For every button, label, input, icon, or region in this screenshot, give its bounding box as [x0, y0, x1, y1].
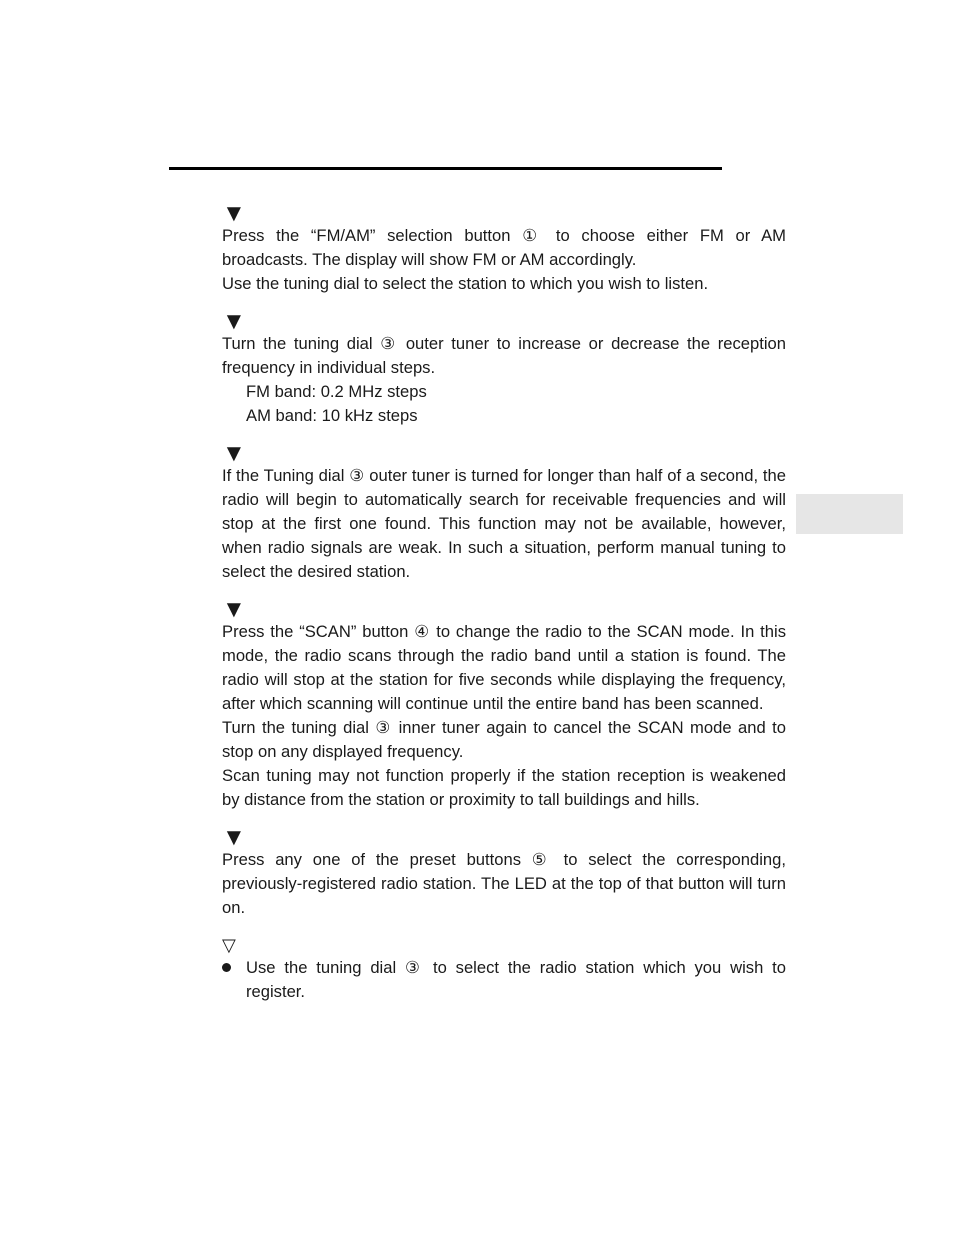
page-content — [222, 200, 786, 1016]
paragraph: If the Tuning dial ③ outer tuner is turned for longer than half of a second, the radio will begin to automatically search for receivable frequencies and will stop at the first one found. This function may not be available, however, when radio signals are weak. In such a situation, perform manual tuning to select the desired station. — [222, 466, 786, 581]
hollow-triangle-marker-icon: ▽ — [222, 935, 236, 955]
section-fm-am-selection — [222, 200, 786, 296]
section-preset-selection — [222, 824, 786, 920]
filled-triangle-marker-icon: ▼ — [222, 200, 246, 227]
paragraph: Press the “FM/AM” selection button ① to choose either FM or AM broadcasts. The display will show FM or AM accordingly. — [222, 226, 786, 269]
section-manual-tuning — [222, 308, 786, 428]
bullet-dot-icon — [222, 963, 231, 972]
paragraph: Press any one of the preset buttons ⑤ to select the corresponding, previously-registered radio station. The LED at the top of that button will turn on. — [222, 850, 786, 917]
paragraph: Turn the tuning dial ③ inner tuner again to cancel the SCAN mode and to stop on any displayed frequency. — [222, 718, 786, 761]
section-scan-tuning — [222, 596, 786, 812]
section-seek-tuning — [222, 440, 786, 584]
paragraph: Press the “SCAN” button ④ to change the radio to the SCAN mode. In this mode, the radio scans through the radio band until a station is found. The radio will stop at the station for five seconds while displaying the frequency, after which scanning will continue until the entire band has been scanned. — [222, 622, 786, 713]
filled-triangle-marker-icon: ▼ — [222, 440, 246, 467]
bullet-text: Use the tuning dial ③ to select the radio station which you wish to register. — [246, 958, 786, 1001]
am-step-note: AM band: 10 kHz steps — [246, 406, 418, 425]
paragraph: Scan tuning may not function properly if the station reception is weakened by distance from the station or proximity to tall buildings and hills. — [222, 766, 786, 809]
paragraph: Turn the tuning dial ③ outer tuner to increase or decrease the reception frequency in individual steps. — [222, 334, 786, 377]
fm-step-note: FM band: 0.2 MHz steps — [246, 382, 427, 401]
header-rule — [169, 167, 722, 170]
filled-triangle-marker-icon: ▼ — [222, 308, 246, 335]
paragraph: Use the tuning dial to select the station to which you wish to listen. — [222, 274, 709, 293]
side-thumb-tab — [796, 494, 903, 534]
filled-triangle-marker-icon: ▼ — [222, 596, 246, 623]
filled-triangle-marker-icon: ▼ — [222, 824, 246, 851]
section-preset-registration — [222, 932, 786, 1004]
bullet-item — [222, 956, 786, 1004]
